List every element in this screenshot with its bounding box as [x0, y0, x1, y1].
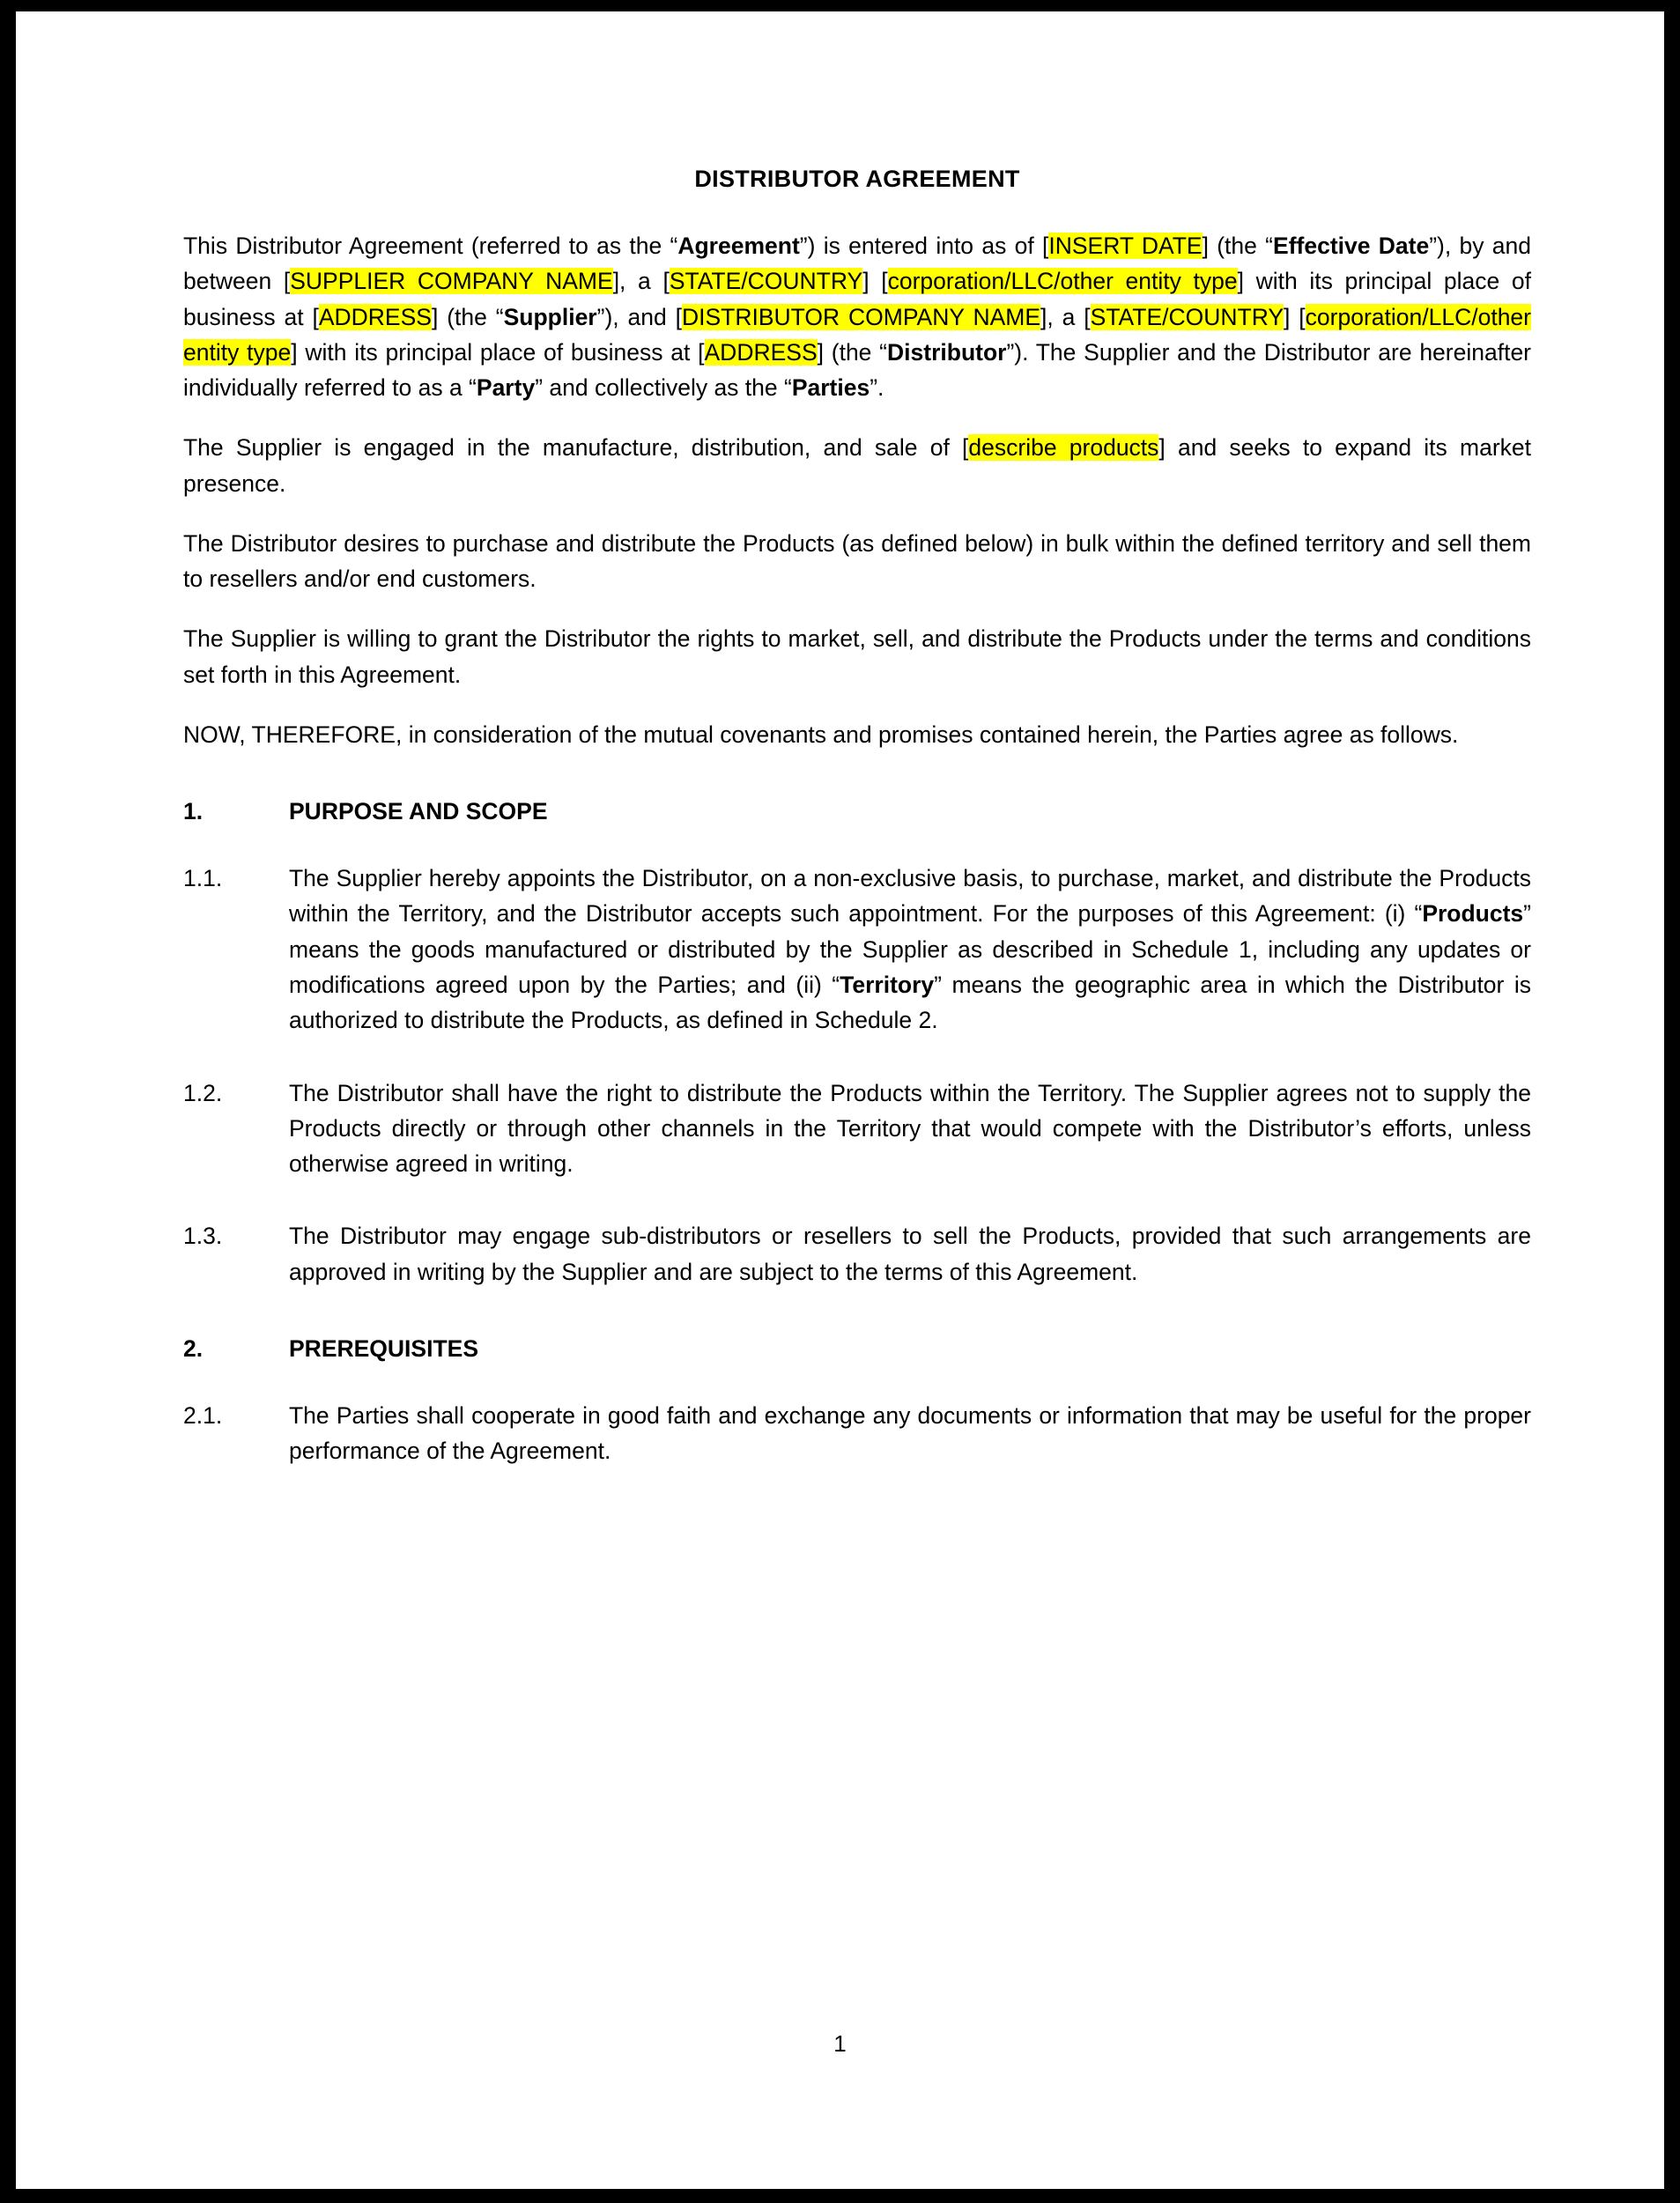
text-run: The Supplier hereby appoints the Distributor, on a non-exclusive basis, to purchase, market, and distribute the Products within the Territory, and the Distributor accepts such appointment. For the purposes of this Agreement: (i) “	[289, 865, 1531, 928]
text-run: The Distributor desires to purchase and distribute the Products (as defined below) in bulk within the defined territory and sell them to resellers and/or end customers.	[183, 529, 1531, 593]
highlighted-placeholder: DISTRIBUTOR COMPANY NAME	[682, 303, 1041, 330]
paragraph-intro-5	[183, 717, 1531, 752]
text-run: ] (the “	[1202, 233, 1274, 259]
clause-number: 1.1.	[183, 865, 223, 892]
text-run: ”). The Supplier and the Distributor are hereinafter individually referred to as a “	[183, 338, 1532, 402]
defined-term: Agreement	[677, 233, 800, 259]
page-number: 1	[833, 2030, 847, 2057]
text-run: ” means the geographic area in which the Distributor is authorized to distribute the Products, as defined in Schedule 2.	[289, 971, 1531, 1034]
section-number: 1.	[183, 798, 204, 825]
clause-number: 1.3.	[183, 1223, 223, 1250]
highlighted-placeholder: STATE/COUNTRY	[1090, 303, 1284, 330]
section-title: PREREQUISITES	[289, 1334, 478, 1362]
text-run: ”) is entered into as of [	[799, 233, 1049, 259]
text-run: ] with its principal place of business at [	[291, 338, 705, 366]
clause-row	[183, 1398, 1531, 1469]
defined-term: Products	[1422, 900, 1524, 928]
highlighted-placeholder: ADDRESS	[704, 338, 818, 366]
sections-container	[183, 798, 1531, 1468]
text-run: ] [	[862, 268, 888, 295]
highlighted-placeholder: STATE/COUNTRY	[669, 268, 863, 295]
defined-term: Party	[476, 374, 536, 402]
text-run: ” means the goods manufactured or distributed by the Supplier as described in Schedule 1, including any updates or modifications agreed upon by the Parties; and (ii) “	[289, 900, 1531, 998]
clause-number: 2.1.	[183, 1401, 223, 1429]
text-run: ” and collectively as the “	[535, 374, 792, 402]
text-run: ] and seeks to expand its market presence.	[183, 434, 1531, 497]
paragraph-intro-3	[183, 526, 1531, 597]
text-run: The Distributor may engage sub-distributors or resellers to sell the Products, provided that such arrangements are approved in writing by the Supplier and are subject to the terms of this Agreement.	[289, 1223, 1531, 1285]
highlighted-placeholder: ADDRESS	[318, 303, 432, 330]
text-run: ] (the “	[817, 338, 888, 366]
text-run: ”.	[870, 374, 884, 402]
highlighted-placeholder: corporation/LLC/other entity type	[183, 303, 1531, 366]
clause-text	[289, 861, 1531, 1038]
clause-text	[289, 1218, 1531, 1290]
section-title: PURPOSE AND SCOPE	[289, 798, 548, 825]
paragraph-intro-1	[183, 228, 1531, 405]
defined-term: Supplier	[503, 303, 597, 330]
highlighted-placeholder: corporation/LLC/other entity type	[887, 268, 1238, 295]
text-run: ], a [	[1040, 303, 1091, 330]
clause-text	[289, 1398, 1531, 1469]
text-run: ”), by and between [	[183, 233, 1532, 295]
defined-term: Effective Date	[1273, 233, 1430, 259]
text-run: ”), and [	[596, 303, 682, 330]
text-run: This Distributor Agreement (referred to as the “	[183, 233, 678, 259]
text-run: ] [	[1284, 303, 1306, 330]
clause-text	[289, 1076, 1531, 1182]
clause-row	[183, 1076, 1531, 1182]
defined-term: Parties	[791, 374, 870, 402]
defined-term: Distributor	[887, 338, 1007, 366]
document-page	[16, 11, 1664, 2189]
text-run: The Distributor shall have the right to distribute the Products within the Territory. The Supplier agrees not to supply the Products directly or through other channels in the Territory that would compete with the Distributor’s efforts, unless otherwise agreed in writing.	[289, 1079, 1531, 1178]
clause-row	[183, 1218, 1531, 1290]
text-run: ] with its principal place of business at [	[183, 268, 1531, 330]
highlighted-placeholder: INSERT DATE	[1048, 233, 1203, 259]
clause-row	[183, 861, 1531, 1038]
highlighted-placeholder: SUPPLIER COMPANY NAME	[290, 268, 613, 295]
section-number: 2.	[183, 1334, 204, 1362]
section-heading	[183, 1335, 1531, 1363]
text-run: ], a [	[612, 268, 670, 295]
text-run: NOW, THEREFORE, in consideration of the mutual covenants and promises contained herein, the Parties agree as follows.	[183, 721, 1459, 748]
paragraph-intro-4	[183, 621, 1531, 692]
clause-number: 1.2.	[183, 1079, 223, 1106]
text-run: The Supplier is engaged in the manufacture, distribution, and sale of [	[183, 434, 969, 462]
section-heading	[183, 798, 1531, 825]
text-run: The Supplier is willing to grant the Distributor the rights to market, sell, and distribute the Products under the terms and conditions set forth in this Agreement.	[183, 625, 1531, 688]
text-run: The Parties shall cooperate in good faith and exchange any documents or information that may be useful for the proper performance of the Agreement.	[289, 1401, 1531, 1465]
defined-term: Territory	[840, 971, 935, 998]
paragraph-intro-2	[183, 430, 1531, 501]
document-body	[183, 166, 1531, 1505]
text-run: ] (the “	[431, 303, 504, 330]
page-title: DISTRIBUTOR AGREEMENT	[694, 166, 1020, 192]
highlighted-placeholder: describe products	[968, 434, 1159, 462]
